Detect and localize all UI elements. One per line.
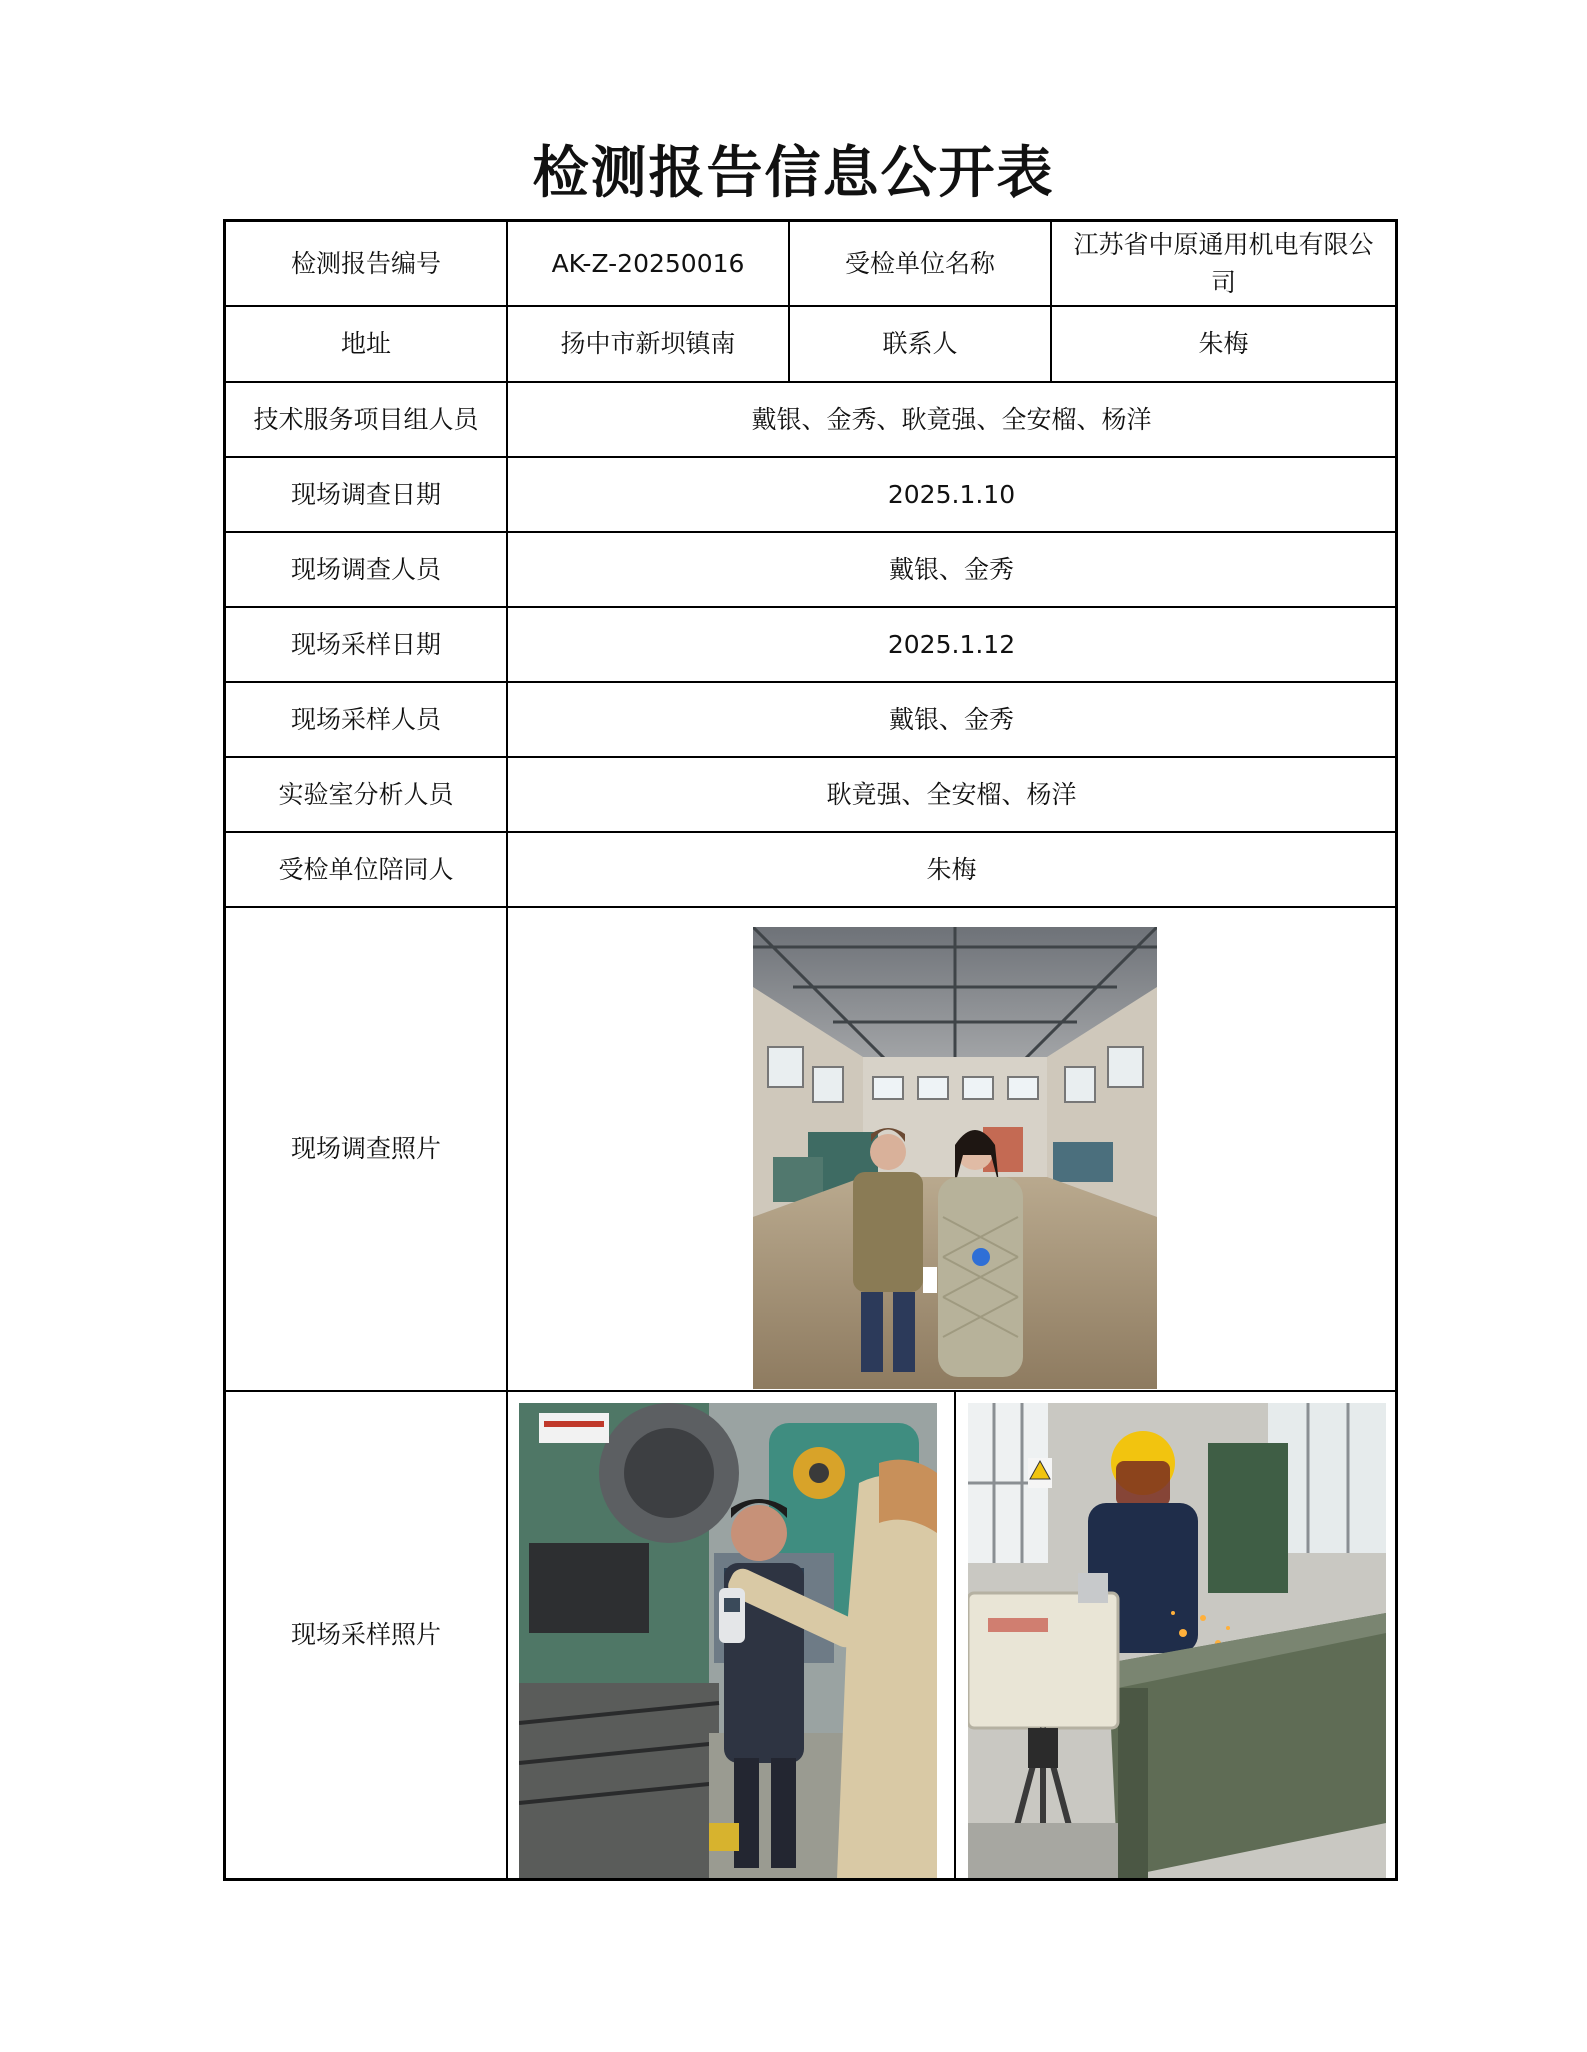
sampling-staff-label: 现场采样人员 bbox=[290, 704, 441, 734]
escort-label: 受检单位陪同人 bbox=[278, 854, 454, 884]
survey-staff-label: 现场调查人员 bbox=[290, 554, 441, 584]
unit-name-label: 受检单位名称 bbox=[844, 248, 995, 278]
survey-photo-label: 现场调查照片 bbox=[290, 1134, 441, 1163]
report-no-value: AK-Z-20250016 bbox=[551, 248, 745, 278]
survey-date-value: 2025.1.10 bbox=[887, 479, 1016, 509]
sampling-photo-2 bbox=[968, 1403, 1386, 1878]
unit-name-value: 江苏省中原通用机电有限公司 bbox=[1073, 229, 1374, 297]
survey-date-label: 现场调查日期 bbox=[290, 479, 441, 509]
sampling-date-value: 2025.1.12 bbox=[887, 629, 1016, 659]
lab-staff-label: 实验室分析人员 bbox=[278, 779, 454, 809]
contact-value: 朱梅 bbox=[1198, 329, 1249, 358]
report-no-label: 检测报告编号 bbox=[290, 248, 441, 278]
sampling-photo-1 bbox=[519, 1403, 937, 1878]
info-table bbox=[223, 219, 1398, 1881]
lab-staff-value: 耿竟强、全安榴、杨洋 bbox=[826, 779, 1077, 809]
survey-staff-value: 戴银、金秀 bbox=[888, 554, 1014, 584]
team-label: 技术服务项目组人员 bbox=[253, 404, 479, 434]
survey-photo bbox=[753, 927, 1157, 1389]
page-title: 检测报告信息公开表 bbox=[532, 140, 1055, 206]
sampling-date-label: 现场采样日期 bbox=[290, 629, 441, 659]
address-value: 扬中市新坝镇南 bbox=[560, 329, 736, 358]
contact-label: 联系人 bbox=[882, 329, 958, 358]
escort-value: 朱梅 bbox=[926, 854, 977, 884]
team-value: 戴银、金秀、耿竟强、全安榴、杨洋 bbox=[751, 404, 1152, 434]
column-divider bbox=[954, 1390, 956, 1878]
address-label: 地址 bbox=[340, 329, 391, 358]
sampling-staff-value: 戴银、金秀 bbox=[888, 704, 1014, 734]
sampling-photo-label: 现场采样照片 bbox=[290, 1620, 441, 1649]
